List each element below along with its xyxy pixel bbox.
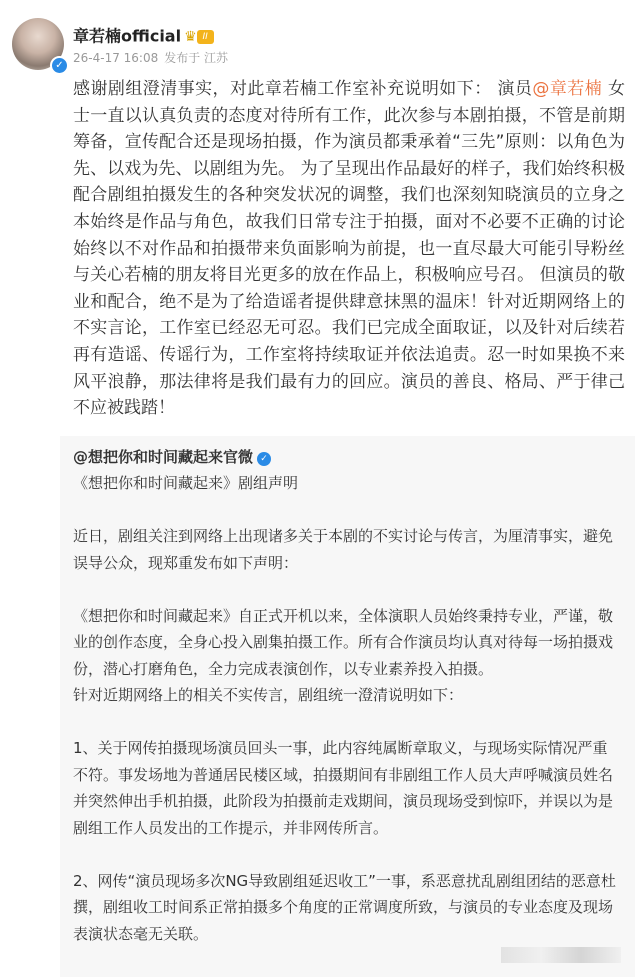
mention-link[interactable]: @章若楠 [532,79,603,99]
repost-paragraph: 2、网传“演员现场多次NG导致剧组延迟收工”一事，系恶意扰乱剧组团结的恶意杜撰，剧组收工时间系正常拍摄多个角度的正常调度所致，与演员的专业态度及现场表演状态毫无关联。 [73,871,616,943]
repost-paragraph: 1、关于网传拍摄现场演员回头一事，此内容纯属断章取义，与现场实际情况严重不符。事发场地为普通居民楼区域，拍摄期间有非剧组工作人员大声呼喊演员姓名并突然伸出手机拍摄，此阶段为拍摄前走戏期间，演员现场受到惊吓，并误以为是剧组工作人员发出的工作提示，并非网传所言。 [73,739,614,837]
location: 发布于 江苏 [164,51,229,65]
crown-icon: ♛ [184,28,197,45]
body-text: 女士一直以认真负责的态度对待所有工作，此次参与本剧拍摄，不管是前期筹备，宣传配合还是现场拍摄，作为演员都秉承着“三先”原则：以角色为先、以戏为先、以剧组为先。 为了呈现出作品最好的样子，我们始终积极配合剧组拍摄发生的各种突发状况的调整，我们也深刻知晓演员的立身之本始终是作品与角色，故我们日常专注于拍摄，面对不必要不正确的讨论始终以不对作品和拍摄带来负面影响为前提，也一直尽最大可能引导粉丝与关心若楠的朋友将目光更多的放在作品上，积极响应号召。 但演员的敬业和配合，绝不是为了给造谣者提供肆意抹黑的温床！针对近期网络上的不实言论，工作室已经忍无可忍。我们已完成全面取证，以及针对后续若再有造谣、传谣行为，工作室将持续取证并依法追责。忍一时如果换不来风平浪静，那法律将是我们最有力的回应。演员的善良、格局、严于律己不应被践踏！ [73,79,626,419]
level-badge[interactable]: II [197,30,214,44]
repost-paragraph: 《想把你和时间藏起来》自正式开机以来，全体演职人员始终秉持专业，严谨，敬业的创作态度，全身心投入剧集拍摄工作。所有合作演员均认真对待每一场拍摄戏份，潜心打磨角色，全力完成表演创作，以专业素养投入拍摄。 [73,606,614,678]
verified-icon: ✓ [257,452,271,466]
repost-paragraph: 近日，剧组关注到网络上出现诸多关于本剧的不实讨论与传言，为厘清事实，避免误导公众，现郑重发布如下声明： [73,527,614,572]
watermark [501,947,621,963]
repost-author[interactable]: @想把你和时间藏起来官微 [73,447,254,466]
repost-card[interactable] [60,436,635,977]
repost-title: 《想把你和时间藏起来》剧组声明 [73,474,299,493]
post-header [0,0,635,76]
post-meta [73,50,234,66]
timestamp[interactable]: 26-4-17 16:08 [73,51,159,65]
repost-paragraph: 针对近期网络上的相关不实传言，剧组统一澄清说明如下： [73,686,464,705]
verified-icon: ✓ [50,56,69,75]
author-line [73,26,214,47]
author-name[interactable]: 章若楠official [73,26,182,46]
post-body [73,76,625,422]
body-text: 感谢剧组澄清事实，对此章若楠工作室补充说明如下： 演员 [73,79,533,99]
